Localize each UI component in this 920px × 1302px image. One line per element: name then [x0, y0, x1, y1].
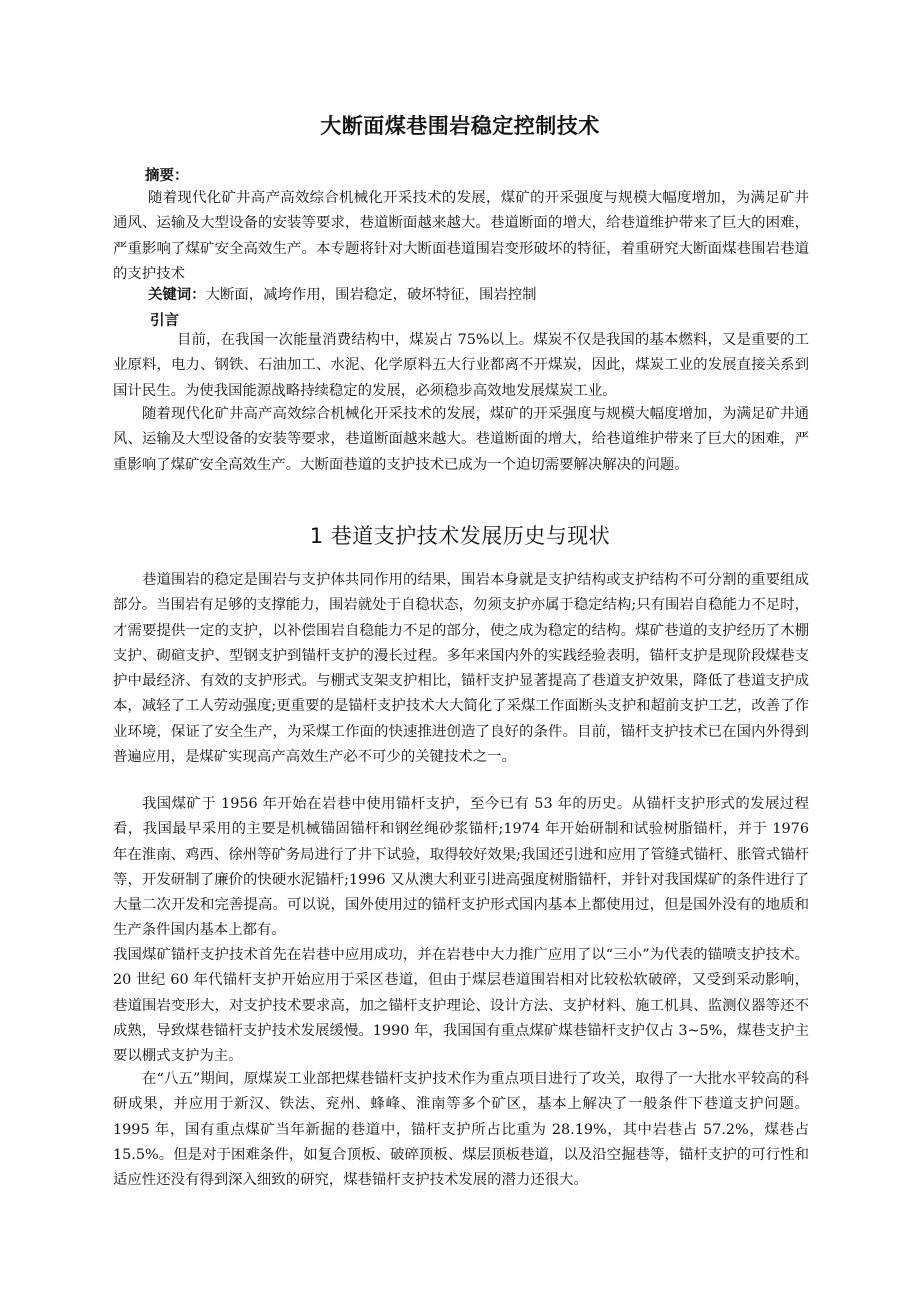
keywords-label: 关键词： [148, 287, 206, 303]
keywords-line [148, 284, 537, 306]
section-1-paragraph-1: 巷道围岩的稳定是围岩与支护体共同作用的结果，围岩本身就是支护结构或支护结构不可分割的重要组成部分。当围岩有足够的支撑能力，围岩就处于自稳状态，勿须支护亦属于稳定结构;只有围岩自稳能力不足时，才需要提供一定的支护，以补偿围岩自稳能力不足的部分，使之成为稳定的结构。煤矿巷道的支护经历了木棚支护、砌碹支护、型钢支护到锚杆支护的漫长过程。多年来国内外的实践经验表明，锚杆支护是现阶段煤巷支护中最经济、有效的支护形式。与棚式支架支护相比，锚杆支护显著提高了巷道支护效果，降低了巷道支护成本，减轻了工人劳动强度;更重要的是锚杆支护技术大大简化了采煤工作面断头支护和超前支护工艺，改善了作业环境，保证了安全生产，为采煤工作面的快速推进创造了良好的条件。目前，锚杆支护技术已在国内外得到普遍应用，是煤矿实现高产高效生产必不可少的关键技术之一。 [113, 572, 809, 766]
abstract-text: 随着现代化矿井高产高效综合机械化开采技术的发展，煤矿的开采强度与规模大幅度增加，为满足矿井通风、运输及大型设备的安装等要求，巷道断面越来越大。巷道断面的增大，给巷道维护带来了巨大的困难，严重影响了煤矿安全高效生产。本专题将针对大断面巷道围岩变形破坏的特征，着重研究大断面煤巷围岩巷道的支护技术 [113, 190, 809, 282]
intro-label: 引言 [150, 313, 179, 329]
intro-paragraph-1: 目前，在我国一次能量消费结构中，煤炭占 75%以上。煤炭不仅是我国的基本燃料，又是重要的工业原料，电力、钢铁、石油加工、水泥、化学原料五大行业都离不开煤炭，因此，煤炭工业的发展直接关系到国计民生。为使我国能源战略持续稳定的发展，必须稳步高效地发展煤炭工业。 [113, 332, 809, 399]
section-1-title: 1 巷道支护技术发展历史与现状 [309, 524, 611, 548]
section-1-paragraph-2: 我国煤矿于 1956 年开始在岩巷中使用锚杆支护，至今已有 53 年的历史。从锚杆支护形式的发展过程看，我国最早采用的主要是机械锚固锚杆和钢丝绳砂浆锚杆;1974 年开始研制和试验树脂锚杆，并于 1976 年在淮南、鸡西、徐州等矿务局进行了井下试验，取得较好效果;我国还引进和应用了管缝式锚杆、胀管式锚杆等，开发研制了廉价的快硬水泥锚杆;1996 又从澳大利亚引进高强度树脂锚杆，并针对我国煤矿的条件进行了大量二次开发和完善提高。可以说，国外使用过的锚杆支护形式国内基本上都使用过，但是国外没有的地质和生产条件国内基本上都有。 [113, 796, 809, 939]
abstract-label: 摘要： [145, 168, 189, 184]
intro-paragraph-2: 随着现代化矿井高产高效综合机械化开采技术的发展，煤矿的开采强度与规模大幅度增加，为满足矿井通风、运输及大型设备的安装等要求，巷道断面越来越大。巷道断面的增大，给巷道维护带来了巨大的困难，严重影响了煤矿安全高效生产。大断面巷道的支护技术已成为一个迫切需要解决解决的问题。 [113, 406, 809, 473]
section-1-paragraph-3: 我国煤矿锚杆支护技术首先在岩巷中应用成功，并在岩巷中大力推广应用了以“三小”为代表的锚喷支护技术。20 世纪 60 年代锚杆支护开始应用于采区巷道，但由于煤层巷道围岩相对比较松软破碎，又受到采动影响，巷道围岩变形大，对支护技术要求高，加之锚杆支护理论、设计方法、支护材料、施工机具、监测仪器等还不成熟，导致煤巷锚杆支护技术发展缓慢。1990 年，我国国有重点煤矿煤巷锚杆支护仅占 3~5%，煤巷支护主要以棚式支护为主。 [113, 947, 809, 1065]
document-title: 大断面煤巷围岩稳定控制技术 [320, 114, 600, 138]
section-1-paragraph-4: 在“八五”期间，原煤炭工业部把煤巷锚杆支护技术作为重点项目进行了攻关，取得了一大批水平较高的科研成果，并应用于新汉、铁法、兖州、蜂峰、淮南等多个矿区，基本上解决了一般条件下巷道支护问题。1995 年，国有重点煤矿当年新掘的巷道中，锚杆支护所占比重为 28.19%，其中岩巷占 57.2%，煤巷占 15.5%。但是对于困难条件，如复合顶板、破碎顶板、煤层顶板巷道，以及沿空掘巷等，锚杆支护的可行性和适应性还没有得到深入细致的研究，煤巷锚杆支护技术发展的潜力还很大。 [113, 1071, 809, 1189]
keywords-text: 大断面，减垮作用，围岩稳定，破坏特征，围岩控制 [205, 287, 537, 303]
